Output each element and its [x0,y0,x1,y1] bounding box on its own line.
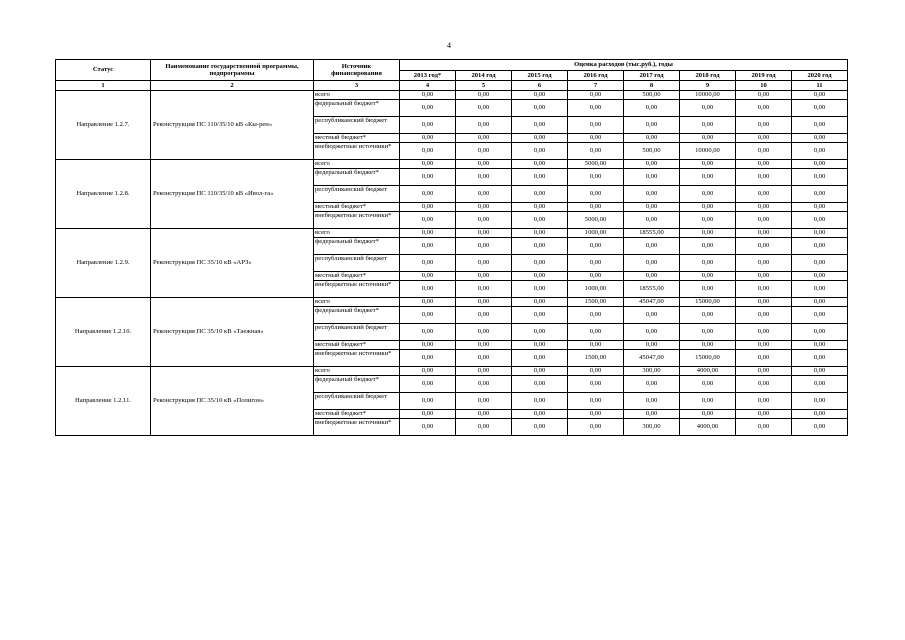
value-cell: 4000,00 [680,419,736,436]
value-cell: 45047,00 [624,298,680,307]
value-cell: 0,00 [736,238,792,255]
value-cell: 0,00 [680,134,736,143]
value-cell: 0,00 [736,324,792,341]
value-cell: 0,00 [736,100,792,117]
funding-source-cell: федеральный бюджет* [314,307,400,324]
value-cell: 0,00 [512,169,568,186]
table-row [56,91,848,100]
status-cell: Направление 1.2.10. [56,298,151,367]
value-cell: 0,00 [792,169,848,186]
funding-source-cell: местный бюджет* [314,203,400,212]
header-year: 2014 год [456,71,512,81]
value-cell: 0,00 [456,186,512,203]
header-costs: Оценка расходов (тыс.руб.), годы [400,60,848,71]
value-cell: 0,00 [624,272,680,281]
value-cell: 0,00 [568,376,624,393]
value-cell: 0,00 [568,307,624,324]
value-cell: 0,00 [680,272,736,281]
value-cell: 0,00 [792,324,848,341]
funding-source-cell: местный бюджет* [314,410,400,419]
value-cell: 0,00 [792,281,848,298]
table-body [56,91,848,436]
status-cell: Направление 1.2.7. [56,91,151,160]
value-cell: 18555,00 [624,229,680,238]
value-cell: 0,00 [736,169,792,186]
value-cell: 0,00 [736,376,792,393]
header-year: 2020 год [792,71,848,81]
value-cell: 0,00 [568,186,624,203]
value-cell: 0,00 [680,307,736,324]
header-year: 2018 год [680,71,736,81]
value-cell: 0,00 [736,419,792,436]
funding-source-cell: всего [314,298,400,307]
value-cell: 0,00 [680,117,736,134]
funding-source-cell: федеральный бюджет* [314,169,400,186]
value-cell: 0,00 [456,324,512,341]
value-cell: 0,00 [512,229,568,238]
value-cell: 0,00 [624,341,680,350]
value-cell: 0,00 [624,203,680,212]
table-row [56,367,848,376]
value-cell: 18555,00 [624,281,680,298]
header-year: 2016 год [568,71,624,81]
value-cell: 0,00 [400,272,456,281]
value-cell: 0,00 [512,281,568,298]
value-cell: 0,00 [624,186,680,203]
value-cell: 0,00 [400,376,456,393]
value-cell: 15000,00 [680,298,736,307]
value-cell: 500,00 [624,143,680,160]
value-cell: 0,00 [624,169,680,186]
value-cell: 0,00 [456,203,512,212]
value-cell: 0,00 [680,186,736,203]
value-cell: 0,00 [568,410,624,419]
program-name-cell: Реконструкция ПС 110/35/10 кВ «Ивол-га» [151,160,314,229]
value-cell: 0,00 [792,393,848,410]
value-cell: 0,00 [456,238,512,255]
value-cell: 0,00 [792,341,848,350]
value-cell: 0,00 [456,367,512,376]
value-cell: 0,00 [680,203,736,212]
value-cell: 0,00 [512,298,568,307]
value-cell: 0,00 [512,160,568,169]
value-cell: 0,00 [456,350,512,367]
funding-source-cell: республиканский бюджет [314,117,400,134]
value-cell: 0,00 [456,134,512,143]
value-cell: 0,00 [512,143,568,160]
value-cell: 0,00 [568,91,624,100]
value-cell: 0,00 [792,91,848,100]
program-name-cell: Реконструкция ПС 35/10 кВ «Полигон» [151,367,314,436]
funding-source-cell: местный бюджет* [314,134,400,143]
value-cell: 0,00 [456,419,512,436]
value-cell: 0,00 [512,100,568,117]
value-cell: 500,00 [624,91,680,100]
value-cell: 0,00 [456,91,512,100]
value-cell: 0,00 [456,229,512,238]
value-cell: 0,00 [512,117,568,134]
page-number: 4 [447,41,451,50]
value-cell: 0,00 [456,100,512,117]
funding-source-cell: республиканский бюджет [314,186,400,203]
funding-source-cell: местный бюджет* [314,341,400,350]
column-number: 1 [56,81,151,91]
value-cell: 0,00 [792,229,848,238]
value-cell: 0,00 [568,324,624,341]
column-number: 10 [736,81,792,91]
value-cell: 0,00 [736,160,792,169]
column-number: 3 [314,81,400,91]
value-cell: 0,00 [680,160,736,169]
value-cell: 0,00 [456,298,512,307]
value-cell: 0,00 [736,341,792,350]
value-cell: 0,00 [512,410,568,419]
value-cell: 0,00 [568,393,624,410]
funding-source-cell: внебюджетные источники* [314,419,400,436]
value-cell: 0,00 [400,307,456,324]
value-cell: 0,00 [456,143,512,160]
value-cell: 0,00 [400,117,456,134]
value-cell: 0,00 [624,238,680,255]
value-cell: 0,00 [680,100,736,117]
value-cell: 0,00 [456,393,512,410]
value-cell: 0,00 [680,410,736,419]
value-cell: 0,00 [792,376,848,393]
header-year: 2019 год [736,71,792,81]
value-cell: 0,00 [400,350,456,367]
column-number: 9 [680,81,736,91]
value-cell: 0,00 [456,160,512,169]
value-cell: 0,00 [456,212,512,229]
value-cell: 15000,00 [680,350,736,367]
value-cell: 0,00 [400,91,456,100]
value-cell: 0,00 [456,255,512,272]
value-cell: 0,00 [792,419,848,436]
table-row [56,298,848,307]
value-cell: 0,00 [792,298,848,307]
value-cell: 0,00 [792,272,848,281]
value-cell: 0,00 [624,212,680,229]
funding-source-cell: всего [314,367,400,376]
value-cell: 0,00 [792,350,848,367]
value-cell: 0,00 [736,186,792,203]
funding-source-cell: республиканский бюджет [314,324,400,341]
value-cell: 0,00 [680,229,736,238]
header-year: 2015 год [512,71,568,81]
funding-source-cell: внебюджетные источники* [314,212,400,229]
value-cell: 0,00 [400,212,456,229]
value-cell: 0,00 [456,307,512,324]
value-cell: 0,00 [456,281,512,298]
value-cell: 0,00 [568,255,624,272]
column-number: 6 [512,81,568,91]
value-cell: 0,00 [624,160,680,169]
value-cell: 0,00 [512,203,568,212]
header-year: 2017 год [624,71,680,81]
value-cell: 0,00 [512,324,568,341]
value-cell: 0,00 [512,393,568,410]
value-cell: 0,00 [624,307,680,324]
funding-source-cell: внебюджетные источники* [314,350,400,367]
value-cell: 0,00 [400,324,456,341]
column-number: 4 [400,81,456,91]
value-cell: 0,00 [736,298,792,307]
value-cell: 0,00 [792,160,848,169]
column-number: 7 [568,81,624,91]
funding-source-cell: всего [314,160,400,169]
value-cell: 0,00 [568,272,624,281]
value-cell: 0,00 [624,393,680,410]
value-cell: 0,00 [792,143,848,160]
value-cell: 0,00 [680,212,736,229]
value-cell: 0,00 [736,117,792,134]
value-cell: 0,00 [792,100,848,117]
value-cell: 0,00 [456,117,512,134]
value-cell: 0,00 [400,229,456,238]
value-cell: 0,00 [624,410,680,419]
value-cell: 0,00 [512,255,568,272]
value-cell: 1500,00 [568,298,624,307]
value-cell: 0,00 [400,100,456,117]
value-cell: 0,00 [400,341,456,350]
value-cell: 0,00 [568,169,624,186]
value-cell: 0,00 [568,100,624,117]
value-cell: 0,00 [456,410,512,419]
value-cell: 0,00 [624,117,680,134]
value-cell: 0,00 [736,255,792,272]
funding-source-cell: республиканский бюджет [314,393,400,410]
value-cell: 0,00 [680,393,736,410]
value-cell: 0,00 [568,341,624,350]
value-cell: 0,00 [680,324,736,341]
value-cell: 0,00 [736,134,792,143]
value-cell: 0,00 [736,307,792,324]
value-cell: 0,00 [400,134,456,143]
value-cell: 0,00 [512,272,568,281]
value-cell: 0,00 [736,91,792,100]
value-cell: 0,00 [456,272,512,281]
value-cell: 0,00 [400,367,456,376]
value-cell: 0,00 [792,186,848,203]
funding-source-cell: федеральный бюджет* [314,238,400,255]
value-cell: 0,00 [568,203,624,212]
value-cell: 0,00 [680,238,736,255]
value-cell: 0,00 [400,143,456,160]
value-cell: 0,00 [400,281,456,298]
header-year: 2013 год* [400,71,456,81]
value-cell: 0,00 [512,238,568,255]
value-cell: 0,00 [512,307,568,324]
value-cell: 0,00 [736,272,792,281]
column-number: 5 [456,81,512,91]
value-cell: 0,00 [400,255,456,272]
header-source: Источник финансирования [314,60,400,81]
value-cell: 300,00 [624,367,680,376]
column-number: 8 [624,81,680,91]
value-cell: 1000,00 [568,229,624,238]
value-cell: 0,00 [792,255,848,272]
value-cell: 0,00 [680,341,736,350]
table-row [56,229,848,238]
value-cell: 0,00 [400,298,456,307]
status-cell: Направление 1.2.9. [56,229,151,298]
value-cell: 0,00 [456,341,512,350]
value-cell: 0,00 [568,367,624,376]
funding-source-cell: местный бюджет* [314,272,400,281]
budget-table [55,59,848,436]
value-cell: 0,00 [792,212,848,229]
value-cell: 0,00 [456,376,512,393]
column-number: 11 [792,81,848,91]
value-cell: 5000,00 [568,160,624,169]
header-program-name: Наименование государственной программы, подпрограммы [151,60,314,81]
value-cell: 0,00 [624,376,680,393]
value-cell: 0,00 [568,134,624,143]
value-cell: 0,00 [400,238,456,255]
value-cell: 0,00 [568,238,624,255]
funding-source-cell: внебюджетные источники* [314,281,400,298]
value-cell: 0,00 [736,143,792,160]
value-cell: 5000,00 [568,212,624,229]
value-cell: 45047,00 [624,350,680,367]
value-cell: 0,00 [624,255,680,272]
value-cell: 0,00 [736,212,792,229]
value-cell: 0,00 [736,229,792,238]
value-cell: 0,00 [624,100,680,117]
value-cell: 0,00 [736,410,792,419]
value-cell: 0,00 [512,134,568,143]
value-cell: 0,00 [736,393,792,410]
value-cell: 0,00 [792,367,848,376]
value-cell: 1500,00 [568,350,624,367]
status-cell: Направление 1.2.8. [56,160,151,229]
value-cell: 0,00 [568,117,624,134]
funding-source-cell: всего [314,91,400,100]
value-cell: 0,00 [792,117,848,134]
value-cell: 0,00 [400,203,456,212]
value-cell: 10000,00 [680,143,736,160]
value-cell: 0,00 [736,281,792,298]
status-cell: Направление 1.2.11. [56,367,151,436]
value-cell: 0,00 [512,419,568,436]
value-cell: 0,00 [400,160,456,169]
value-cell: 0,00 [736,203,792,212]
value-cell: 0,00 [680,169,736,186]
value-cell: 300,00 [624,419,680,436]
funding-source-cell: всего [314,229,400,238]
value-cell: 0,00 [456,169,512,186]
value-cell: 4000,00 [680,367,736,376]
value-cell: 0,00 [792,134,848,143]
value-cell: 0,00 [512,186,568,203]
value-cell: 10000,00 [680,91,736,100]
value-cell: 0,00 [680,376,736,393]
program-name-cell: Реконструкция ПС 35/10 кВ «АРЗ» [151,229,314,298]
value-cell: 0,00 [680,255,736,272]
program-name-cell: Реконструкция ПС 110/35/10 кВ «Кы-рен» [151,91,314,160]
value-cell: 0,00 [512,212,568,229]
value-cell: 0,00 [400,186,456,203]
table-row [56,160,848,169]
header-status: Статус [56,60,151,81]
value-cell: 0,00 [792,238,848,255]
value-cell: 0,00 [400,419,456,436]
value-cell: 0,00 [512,367,568,376]
value-cell: 0,00 [400,393,456,410]
value-cell: 0,00 [512,376,568,393]
value-cell: 0,00 [736,350,792,367]
value-cell: 0,00 [624,324,680,341]
value-cell: 0,00 [512,91,568,100]
funding-source-cell: федеральный бюджет* [314,376,400,393]
value-cell: 0,00 [624,134,680,143]
value-cell: 0,00 [680,281,736,298]
value-cell: 0,00 [400,410,456,419]
column-number: 2 [151,81,314,91]
value-cell: 0,00 [736,367,792,376]
funding-source-cell: внебюджетные источники* [314,143,400,160]
funding-source-cell: федеральный бюджет* [314,100,400,117]
value-cell: 0,00 [400,169,456,186]
program-name-cell: Реконструкция ПС 35/10 кВ «Таежная» [151,298,314,367]
value-cell: 0,00 [512,341,568,350]
value-cell: 0,00 [792,410,848,419]
value-cell: 0,00 [568,143,624,160]
value-cell: 0,00 [512,350,568,367]
value-cell: 0,00 [568,419,624,436]
value-cell: 1000,00 [568,281,624,298]
value-cell: 0,00 [792,203,848,212]
funding-source-cell: республиканский бюджет [314,255,400,272]
value-cell: 0,00 [792,307,848,324]
